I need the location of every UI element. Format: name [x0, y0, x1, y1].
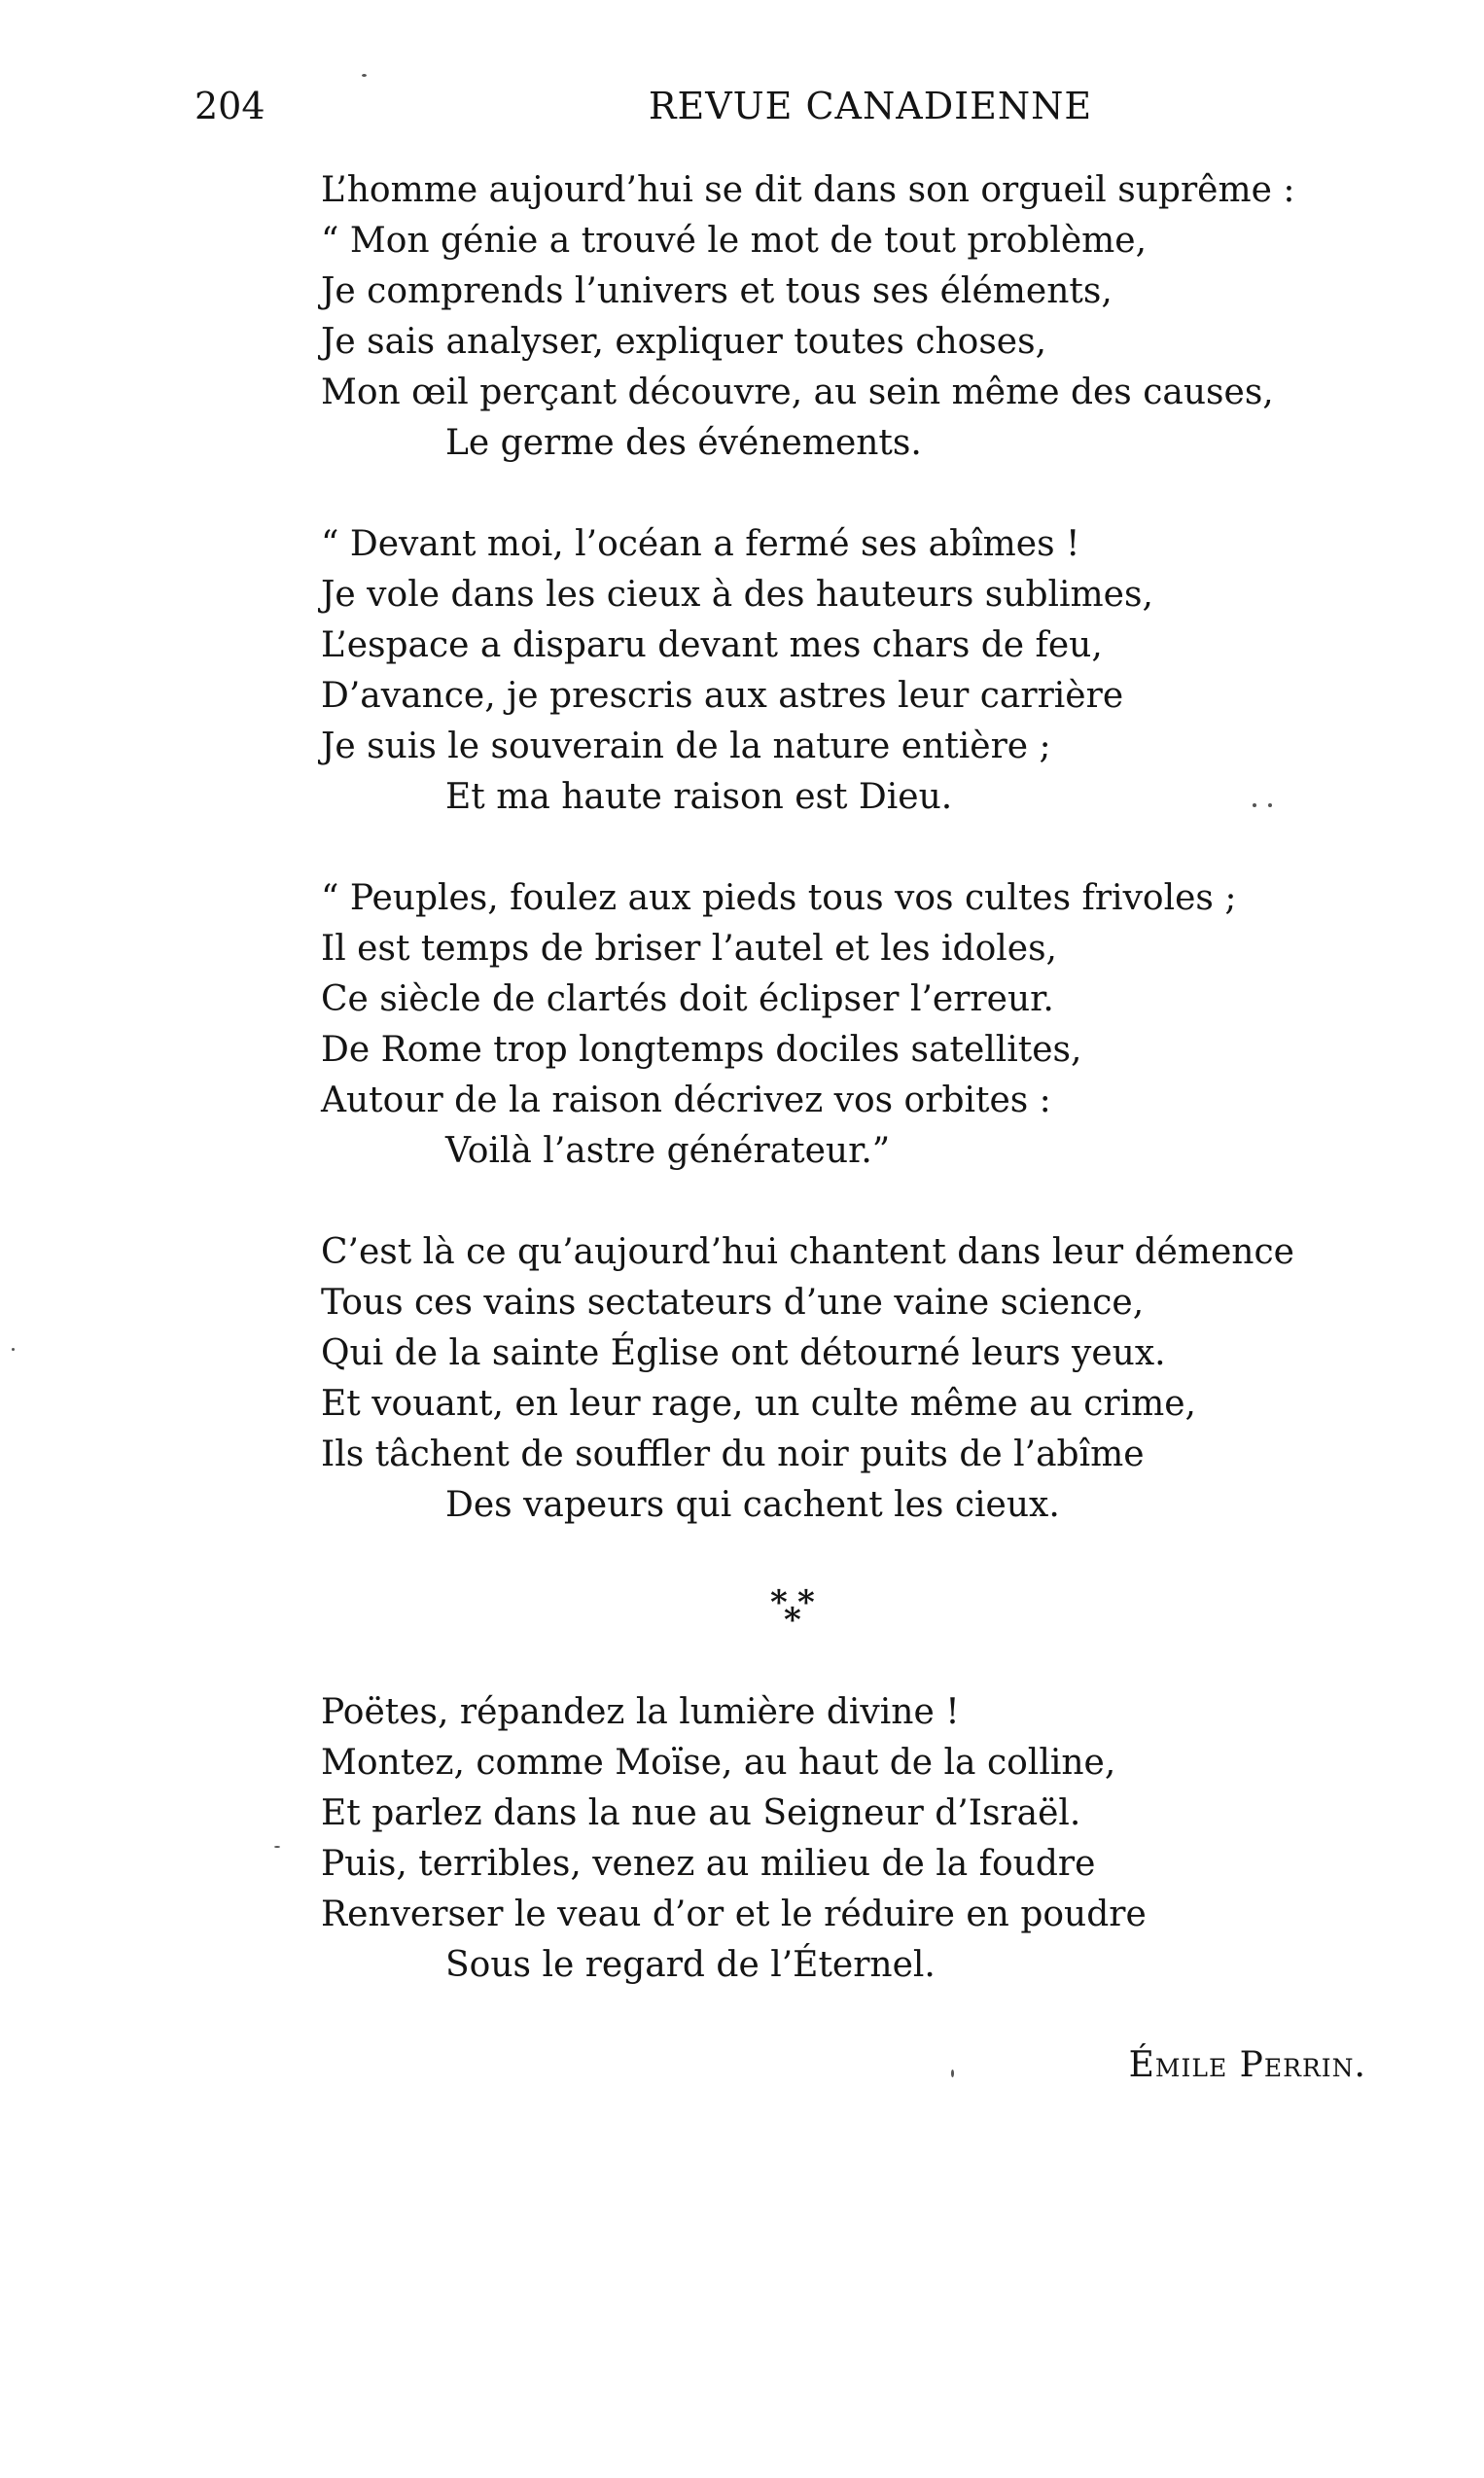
- page-header: [194, 82, 1371, 130]
- poem-line: Tous ces vains sectateurs d’une vaine science,: [321, 1283, 1145, 1323]
- poem-line: Mon œil perçant découvre, au sein même des causes,: [321, 372, 1274, 412]
- poem-line: De Rome trop longtemps dociles satellites,: [321, 1030, 1082, 1070]
- asterisk-icon: *: [784, 1601, 801, 1640]
- poem-line: Et vouant, en leur rage, un culte même au crime,: [321, 1384, 1196, 1424]
- asterisk-icon: *: [770, 1583, 788, 1622]
- poem-line: Puis, terribles, venez au milieu de la foudre: [321, 1844, 1096, 1884]
- scan-speck: [12, 1348, 15, 1351]
- poem-line: Poëtes, répandez la lumière divine !: [321, 1692, 960, 1732]
- poem-line-refrain: Sous le regard de l’Éternel.: [445, 1945, 936, 1985]
- asterisk-icon: *: [797, 1583, 815, 1622]
- poem-line: C’est là ce qu’aujourd’hui chantent dans leur démence: [321, 1232, 1294, 1272]
- poem-line: Je sais analyser, expliquer toutes choses,: [321, 322, 1047, 362]
- stanza-4: [321, 1227, 1371, 1531]
- poem-line: Je comprends l’univers et tous ses éléments,: [321, 271, 1113, 311]
- poem-line: D’avance, je prescris aux astres leur carrière: [321, 676, 1124, 716]
- poem-line: Ce siècle de clartés doit éclipser l’erreur.: [321, 979, 1054, 1019]
- poem-line-refrain: Le germe des événements.: [445, 423, 922, 463]
- stanza-3: [321, 873, 1371, 1177]
- scan-speck: [362, 74, 367, 77]
- poem-line-refrain: Et ma haute raison est Dieu.: [445, 777, 953, 817]
- poem-line: Il est temps de briser l’autel et les idoles,: [321, 929, 1057, 969]
- poem-line: “ Mon génie a trouvé le mot de tout problème,: [321, 221, 1148, 261]
- poem-line: Qui de la sainte Église ont détourné leurs yeux.: [321, 1333, 1166, 1373]
- author-signature: Émile Perrin.: [1128, 2045, 1366, 2085]
- poem-line: “ Devant moi, l’océan a fermé ses abîmes !: [321, 524, 1080, 564]
- poem-line: Autour de la raison décrivez vos orbites :: [321, 1080, 1051, 1120]
- poem-line: “ Peuples, foulez aux pieds tous vos cultes frivoles ;: [321, 878, 1237, 918]
- page-number: 204: [194, 85, 265, 127]
- scan-speck: [951, 2070, 954, 2077]
- poem-line: Je vole dans les cieux à des hauteurs sublimes,: [321, 575, 1153, 615]
- poem-line: Montez, comme Moïse, au haut de la colline,: [321, 1743, 1116, 1783]
- poem-line: Ils tâchent de souffler du noir puits de l’abîme: [321, 1434, 1145, 1474]
- poem-line: Et parlez dans la nue au Seigneur d’Israël.: [321, 1793, 1081, 1833]
- final-stanza: [321, 1687, 1371, 1991]
- poem-line: Renverser le veau d’or et le réduire en poudre: [321, 1894, 1147, 1934]
- poem-line: Je suis le souverain de la nature entière ;: [321, 726, 1051, 766]
- stanza-2: [321, 519, 1371, 823]
- stanza-1: [321, 165, 1371, 469]
- scan-speck: [1253, 803, 1256, 807]
- scan-speck: [1268, 803, 1272, 807]
- running-title: REVUE CANADIENNE: [648, 85, 1093, 127]
- scan-speck: [274, 1846, 280, 1848]
- poem-line: L’espace a disparu devant mes chars de feu,: [321, 625, 1103, 665]
- poem-line: L’homme aujourd’hui se dit dans son orgueil suprême :: [321, 170, 1295, 210]
- poem-line-refrain: Voilà l’astre générateur.”: [445, 1131, 891, 1171]
- asterism-separator: [759, 1583, 846, 1642]
- poem-line-refrain: Des vapeurs qui cachent les cieux.: [445, 1485, 1060, 1525]
- poem-body: [321, 165, 1371, 1531]
